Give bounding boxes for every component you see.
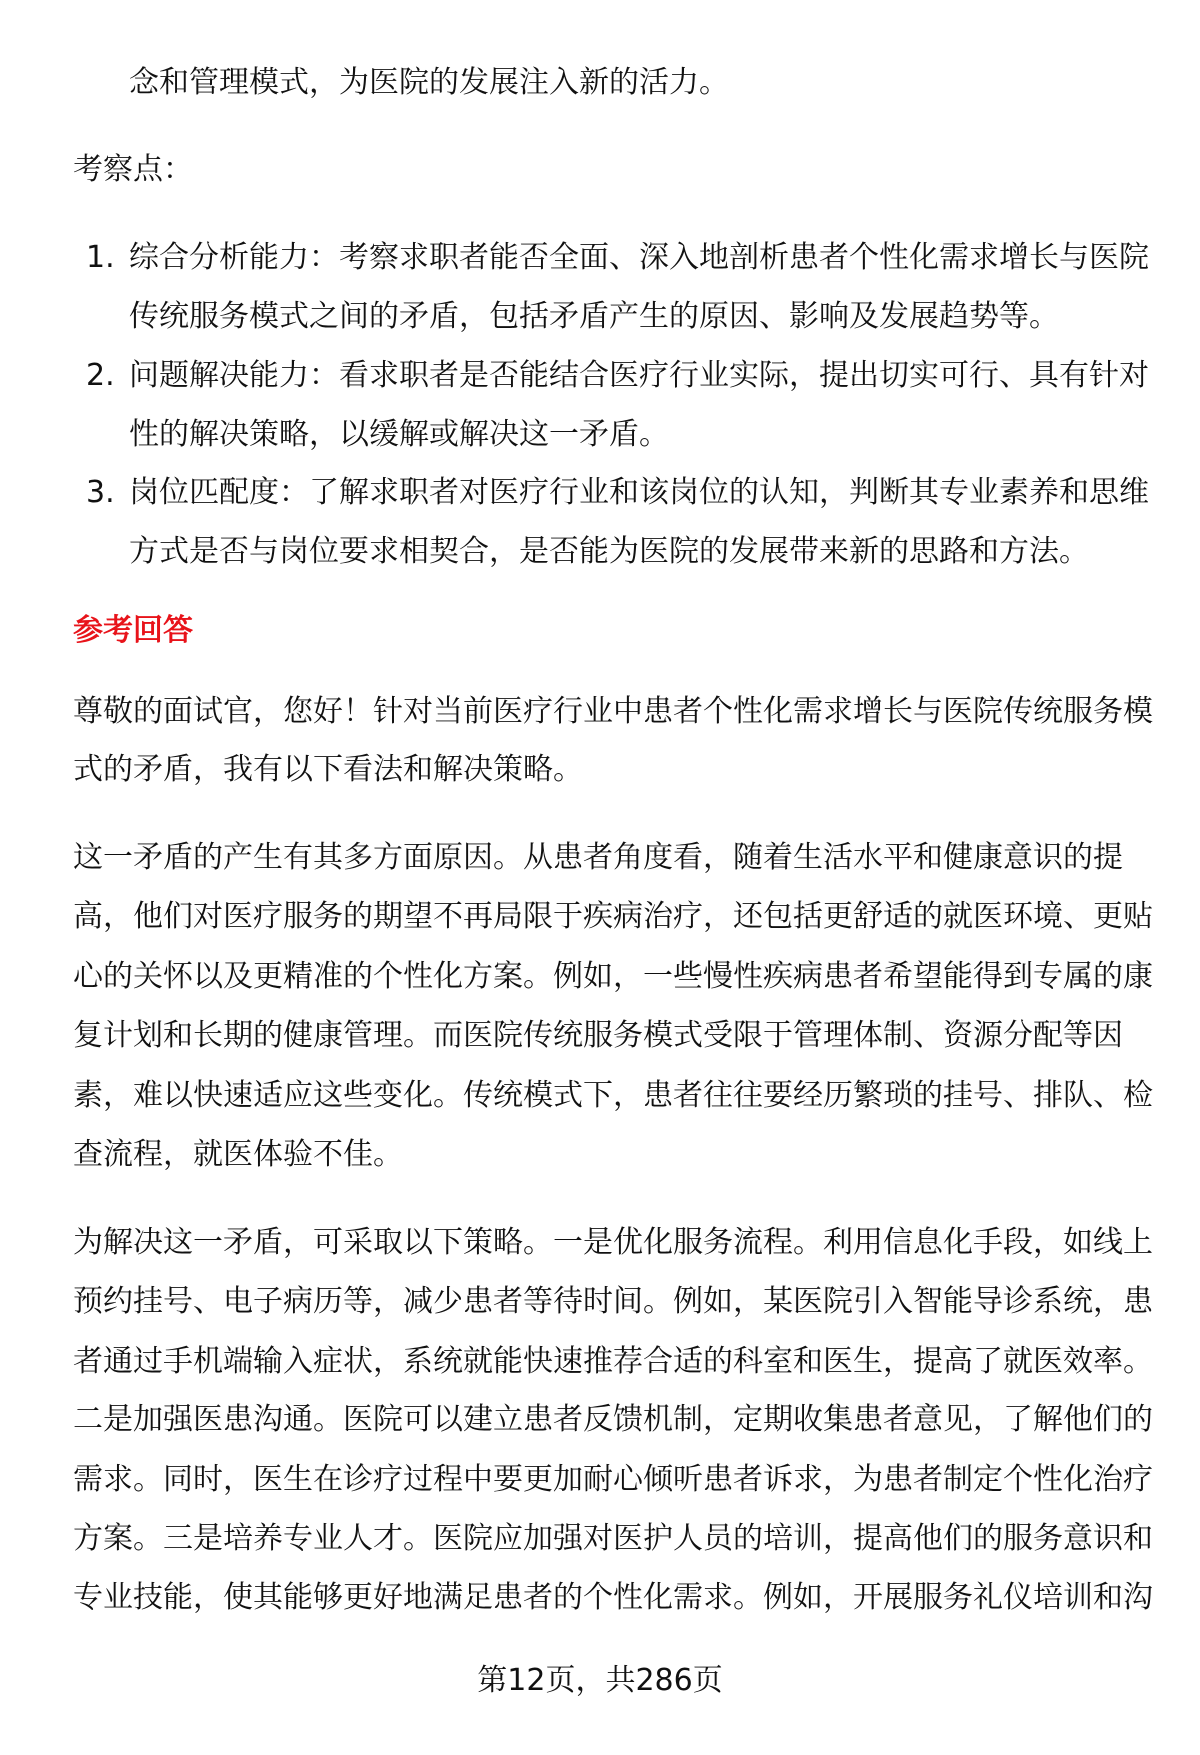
list-item-line: 综合分析能力：考察求职者能否全面、深入地剖析患者个性化需求增长与医院 bbox=[129, 240, 1149, 275]
intro-tail-text: 念和管理模式，为医院的发展注入新的活力。 bbox=[129, 65, 729, 100]
answer-heading: 参考回答 bbox=[73, 613, 193, 648]
paragraph-line: 素，难以快速适应这些变化。传统模式下，患者往往要经历繁琐的挂号、排队、检 bbox=[73, 1078, 1153, 1113]
paragraph-line: 需求。同时，医生在诊疗过程中要更加耐心倾听患者诉求，为患者制定个性化治疗 bbox=[73, 1462, 1153, 1497]
paragraph-line: 尊敬的面试官，您好！针对当前医疗行业中患者个性化需求增长与医院传统服务模 bbox=[73, 694, 1153, 729]
list-item-line: 岗位匹配度：了解求职者对医疗行业和该岗位的认知，判断其专业素养和思维 bbox=[129, 475, 1149, 510]
page-number: 第12页，共286页 bbox=[477, 1663, 723, 1698]
list-number: 1. bbox=[86, 240, 115, 275]
paragraph-line: 高，他们对医疗服务的期望不再局限于疾病治疗，还包括更舒适的就医环境、更贴 bbox=[73, 899, 1153, 934]
paragraph-line: 查流程，就医体验不佳。 bbox=[73, 1137, 403, 1172]
paragraph-line: 心的关怀以及更精准的个性化方案。例如，一些慢性疾病患者希望能得到专属的康 bbox=[73, 959, 1153, 994]
assessment-label: 考察点： bbox=[73, 152, 193, 187]
paragraph-line: 复计划和长期的健康管理。而医院传统服务模式受限于管理体制、资源分配等因 bbox=[73, 1018, 1123, 1053]
list-item-line: 方式是否与岗位要求相契合，是否能为医院的发展带来新的思路和方法。 bbox=[129, 534, 1089, 569]
paragraph-line: 方案。三是培养专业人才。医院应加强对医护人员的培训，提高他们的服务意识和 bbox=[73, 1521, 1153, 1556]
paragraph-line: 这一矛盾的产生有其多方面原因。从患者角度看，随着生活水平和健康意识的提 bbox=[73, 840, 1123, 875]
list-item-line: 传统服务模式之间的矛盾，包括矛盾产生的原因、影响及发展趋势等。 bbox=[129, 299, 1059, 334]
paragraph-line: 者通过手机端输入症状，系统就能快速推荐合适的科室和医生，提高了就医效率。 bbox=[73, 1344, 1153, 1379]
list-number: 2. bbox=[86, 358, 115, 393]
paragraph-line: 专业技能，使其能够更好地满足患者的个性化需求。例如，开展服务礼仪培训和沟 bbox=[73, 1580, 1153, 1615]
paragraph-line: 预约挂号、电子病历等，减少患者等待时间。例如，某医院引入智能导诊系统，患 bbox=[73, 1284, 1153, 1319]
paragraph-line: 式的矛盾，我有以下看法和解决策略。 bbox=[73, 752, 583, 787]
list-number: 3. bbox=[86, 475, 115, 510]
paragraph-line: 为解决这一矛盾，可采取以下策略。一是优化服务流程。利用信息化手段，如线上 bbox=[73, 1225, 1153, 1260]
list-item-line: 问题解决能力：看求职者是否能结合医疗行业实际，提出切实可行、具有针对 bbox=[129, 358, 1149, 393]
list-item-line: 性的解决策略，以缓解或解决这一矛盾。 bbox=[129, 417, 669, 452]
paragraph-line: 二是加强医患沟通。医院可以建立患者反馈机制，定期收集患者意见，了解他们的 bbox=[73, 1402, 1153, 1437]
